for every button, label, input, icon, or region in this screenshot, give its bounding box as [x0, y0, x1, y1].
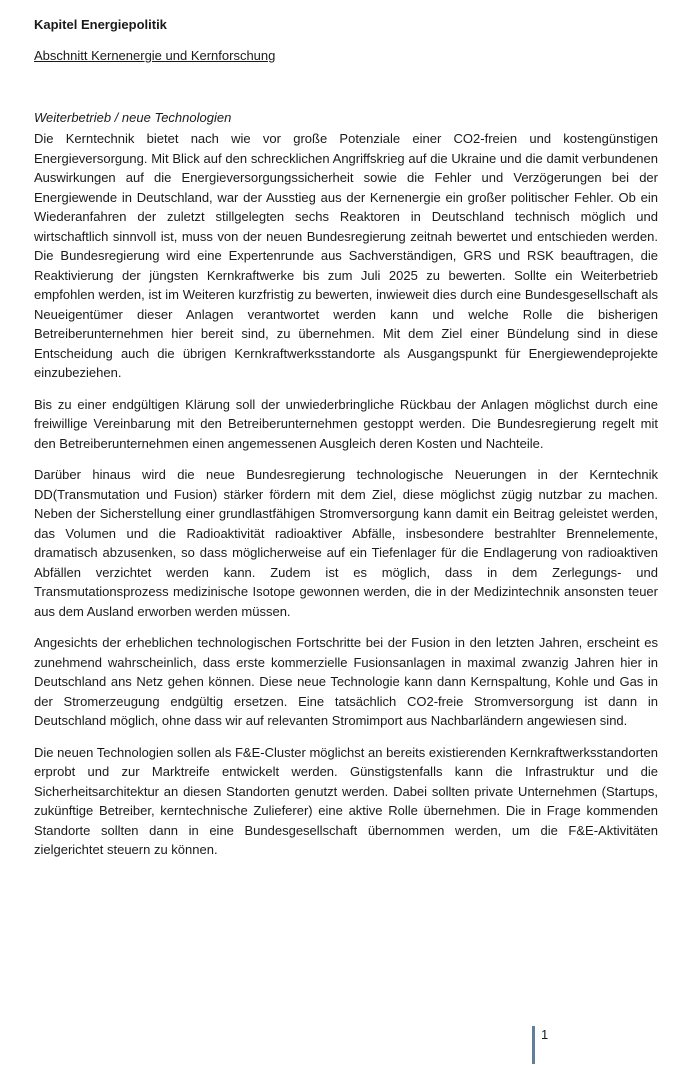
paragraph-1: Die Kerntechnik bietet nach wie vor große Potenziale einer CO2-freien und kostengünstigen Energieversorgung. Mit Blick auf den schrecklichen Angriffskrieg auf die Ukraine und die damit verbundenen Auswirkungen auf die Energieversorgungssicherheit sowie die Fehler und Verzögerungen bei der Energiewende in Deutschland, war der Ausstieg aus der Kernenergie ein großer politischer Fehler. Ob ein Wiederanfahren der zuletzt stillgelegten sechs Reaktoren in Deutschland technisch möglich und wirtschaftlich sinnvoll ist, muss von der neuen Bundesregierung zeitnah bewertet und entschieden werden. Die Bundesregierung wird eine Expertenrunde aus Sachverständigen, GRS und RSK beauftragen, die Reaktivierung der jüngsten Kernkraftwerke bis zum Juli 2025 zu bewerten. Sollte ein Weiterbetrieb empfohlen werden, ist im Weiteren kurzfristig zu bewerten, inwieweit dies durch eine Bundesgesellschaft als Neueigentümer dieser Anlagen verantwortet werden kann und welche Rolle die bisherigen Betreiberunternehmen hier bereit sind, zu übernehmen. Mit dem Ziel einer Bündelung sind in diese Entscheidung auch die übrigen Kernkraftwerksstandorte als Ausgangspunkt für Energiewendeprojekte einzubeziehen.: [34, 131, 658, 380]
page-number: 1: [541, 1027, 549, 1042]
paragraph-2: Bis zu einer endgültigen Klärung soll der unwiederbringliche Rückbau der Anlagen möglichst durch eine freiwillige Vereinbarung mit den Betreiberunternehmen gestoppt werden. Die Bundesregierung regelt mit den Betreiberunternehmen einen angemessenen Ausgleich deren Kosten und Nachteile.: [34, 396, 658, 451]
document-body: [34, 14, 658, 872]
paragraph-5: Die neuen Technologien sollen als F&E-Cluster möglichst an bereits existierenden Kernkraftwerksstandorten erprobt und zur Marktreife entwickelt werden. Günstigstenfalls kann die Infrastruktur und die Sicherheitsarchitektur an diesen Standorten genutzt werden. Dabei sollten private Unternehmen (Startups, zukünftige Betreiber, kerntechnische Zulieferer) eine aktive Rolle übernehmen. Die in Frage kommenden Standorte sollten dann in eine Bundesgesellschaft übernommen werden, um die F&E-Aktivitäten zielgerichtet steuern zu können.: [34, 744, 658, 857]
paragraph-3: Darüber hinaus wird die neue Bundesregierung technologische Neuerungen in der Kerntechnik DD(Transmutation und Fusion) stärker fördern mit dem Ziel, diese möglichst zügig nutzbar zu machen. Neben der Sicherstellung einer grundlastfähigen Stromversorgung kann damit ein Beitrag geleistet werden, das Volumen und die Radioaktivität radioaktiver Abfälle, insbesondere bestrahlter Brennelemente, dramatisch abzusenken, so dass möglicherweise auf ein Tiefenlager für die Endlagerung von radioaktiven Abfällen verzichtet werden kann. Zudem ist es möglich, dass in dem Zerlegungs- und Transmutationsprozess medizinische Isotope gewonnen werden, die in der Medizintechnik ansonsten teuer aus dem Ausland erworben werden müssen.: [34, 467, 658, 619]
subsection-title: Weiterbetrieb / neue Technologien: [34, 110, 232, 125]
page-footer: [532, 1026, 548, 1064]
page-number-bar: [532, 1026, 535, 1064]
section-title: Abschnitt Kernenergie und Kernforschung: [34, 48, 276, 63]
chapter-title: Kapitel Energiepolitik: [34, 17, 167, 32]
paragraph-4: Angesichts der erheblichen technologischen Fortschritte bei der Fusion in den letzten Jahren, erscheint es zunehmend wahrscheinlich, dass erste kommerzielle Fusionsanlagen in maximal zwanzig Jahren hier in Deutschland ans Netz gehen können. Diese neue Technologie kann dann Kernspaltung, Kohle und Gas in der Stromerzeugung endgültig ersetzen. Eine tatsächlich CO2-freie Stromversorgung ist dann in Deutschland möglich, ohne dass wir auf relevanten Stromimport aus Nachbarländern angewiesen sind.: [34, 635, 658, 728]
